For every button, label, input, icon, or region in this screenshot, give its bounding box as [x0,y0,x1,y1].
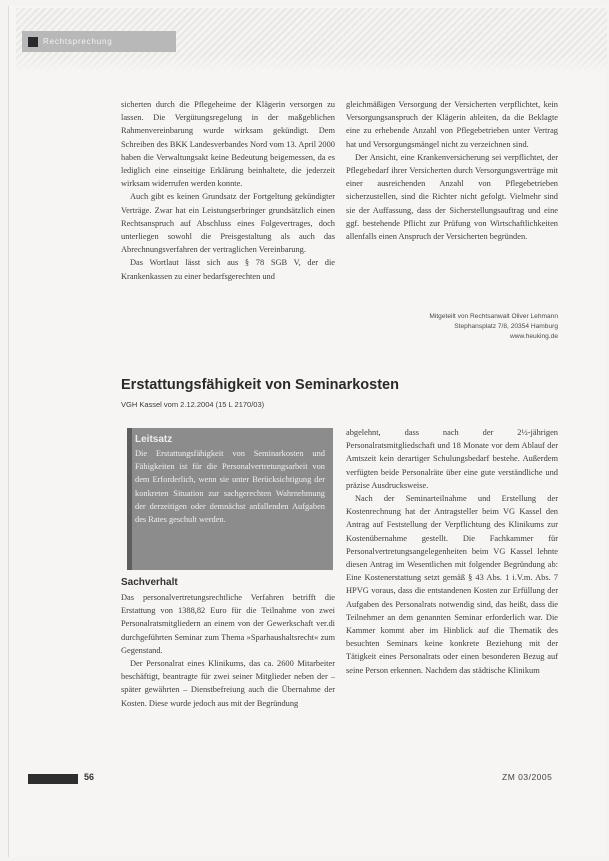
page-number: 56 [84,772,95,782]
leitsatz-heading: Leitsatz [135,434,173,445]
paragraph: sicherten durch die Pflegeheime der Klägerin versorgen zu lassen. Die Vergütungsregelung in der maßgeblichen Rahmenvereinbarung wurde wirksam gekündigt. Dem Schreiben des BKK Landesverbandes Nord vom 13. April 2000 haben die Verwaltungsakt keine Bedeutung beigemessen, da es lediglich eine einseitige Erklärung beinhaltete, die jederzeit wirksam widerrufen werden konnte. [121,100,335,189]
text-column-1 [121,98,335,283]
leitsatz-box [127,428,333,570]
paragraph: Das personalvertretungsrechtliche Verfahren betrifft die Erstattung von 1388,82 Euro für die Teilnahme von zwei Personalratsmitgliedern an einem von der Gewerkschaft ver.di durchgeführten Seminar zum Thema »Sparhaushaltsrecht« zum Gegenstand. [121,593,335,655]
text-column-2 [346,98,558,243]
paragraph: Das Wortlaut lässt sich aus § 78 SGB V, der die Krankenkassen zu einer bedarfsgerechten und [121,258,335,281]
header-hatch-fade [16,56,607,72]
text-column-4 [346,426,558,677]
article-subtitle: VGH Kassel vom 2.12.2004 (15 L 2170/03) [121,400,265,409]
paragraph: Auch gibt es keinen Grundsatz der Fortgeltung gekündigter Verträge. Zwar hat ein Leistungserbringer grundsätzlich einen Rechtsanspruch auf Abschluss eines Folgevertrages, doch unterliegen sowohl die Preisgestaltung als auch das Abrechnungsverfahren der vertraglichen Vereinbarung. [121,192,335,255]
section-tab [22,31,176,52]
leitsatz-text: Die Erstattungsfähigkeit von Seminarkosten und Fähigkeiten ist für die Personalvertretungsarbeit von dem Erforderlich, wenn sie unter Berücksichtigung der konkreten Situation zur sachgerechten Wahrnehmung der derzeitigen oder demnächst anfallenden Aufgaben des Rates geschult werden. [135,449,325,525]
paragraph: abgelehnt, dass nach der 2½-jährigen Personalratsmitgliedschaft und 18 Monate vor dem Ablauf der Amtszeit kein derartiger Schulungsbedarf bestehe. Außerdem verfügten beide Personalräte über eine gute verständliche und präzise Ausdrucksweise. [346,428,558,490]
paragraph: Nach der Seminarteilnahme und Erstellung der Kostenrechnung hat der Antragsteller beim VG Kassel den Antrag auf Feststellung der Verpflichtung des Klinikums zur Kostenübernahme gestellt. Die Fachkammer für Personalvertretungsangelegenheiten beim VG Kassel lehnte diesen Antrag im Wesentlichen mit folgender Begründung ab: Eine Kostenerstattung setzt gemäß § 43 Abs. 1 i.V.m. Abs. 7 HPVG voraus, dass die entstandenen Kosten zur Erfüllung der Aufgaben des Personalrats notwendig sind, das heißt, dass die Teilnehmer an dem genannten Seminar erforderlich war. Die Kammer kommt aber im Hinblick auf die Thematik des besuchten Seminars keine konkrete Beziehung mit der Tätigkeit eines Personalrats oder einen besonderen Bezug auf seine Person erkennen. Nachdem das städtische Klinikum [346,494,558,675]
text-column-3 [121,591,335,710]
issue-label: ZM 03/2005 [502,772,553,782]
sachverhalt-heading: Sachverhalt [121,577,178,588]
article-title: Erstattungsfähigkeit von Seminarkosten [121,377,399,393]
address-line: Mitgeteilt von Rechtsanwalt Oliver Lehmann [429,313,558,320]
address-line: www.heuking.de [509,333,558,340]
paragraph: Der Personalrat eines Klinikums, das ca. 2600 Mitarbeiter beschäftigt, beantragte für zwei seiner Mitglieder neben der – später gewährten – Dienstbefreiung auch die Übernahme der Kosten. Diese wurde jedoch aus mit der Begründung [121,659,335,708]
address-line: Stephansplatz 7/8, 20354 Hamburg [454,323,558,330]
paragraph: Der Ansicht, eine Krankenversicherung sei verpflichtet, der Pflegebedarf ihrer Versicherten durch Versorgungsverträge mit einer ausreichenden Anzahl von Pflegebetrieben sicherzustellen, sind die Richter nicht gefolgt. Vielmehr sind sie der Auffassung, dass der Sicherstellungsauftrag und eine ggf. bestehende Pflicht zur Prüfung von Wirtschaftlichkeiten allenfalls einen Anspruch der Versicherten begründen. [346,152,558,242]
section-label: Rechtsprechung [43,37,113,46]
footer-bar [28,774,78,784]
section-square-icon [28,37,38,47]
paragraph: gleichmäßigen Versorgung der Versicherten verpflichtet, kein Versorgungsanspruch der Klägerin ableiten, da die Beklagte eine zu erhebende Anzahl von Pflegebetrieben unter Vertrag hat und Versorgungsmängel nicht zu verzeichnen sind. [346,100,558,149]
author-address [346,312,558,342]
